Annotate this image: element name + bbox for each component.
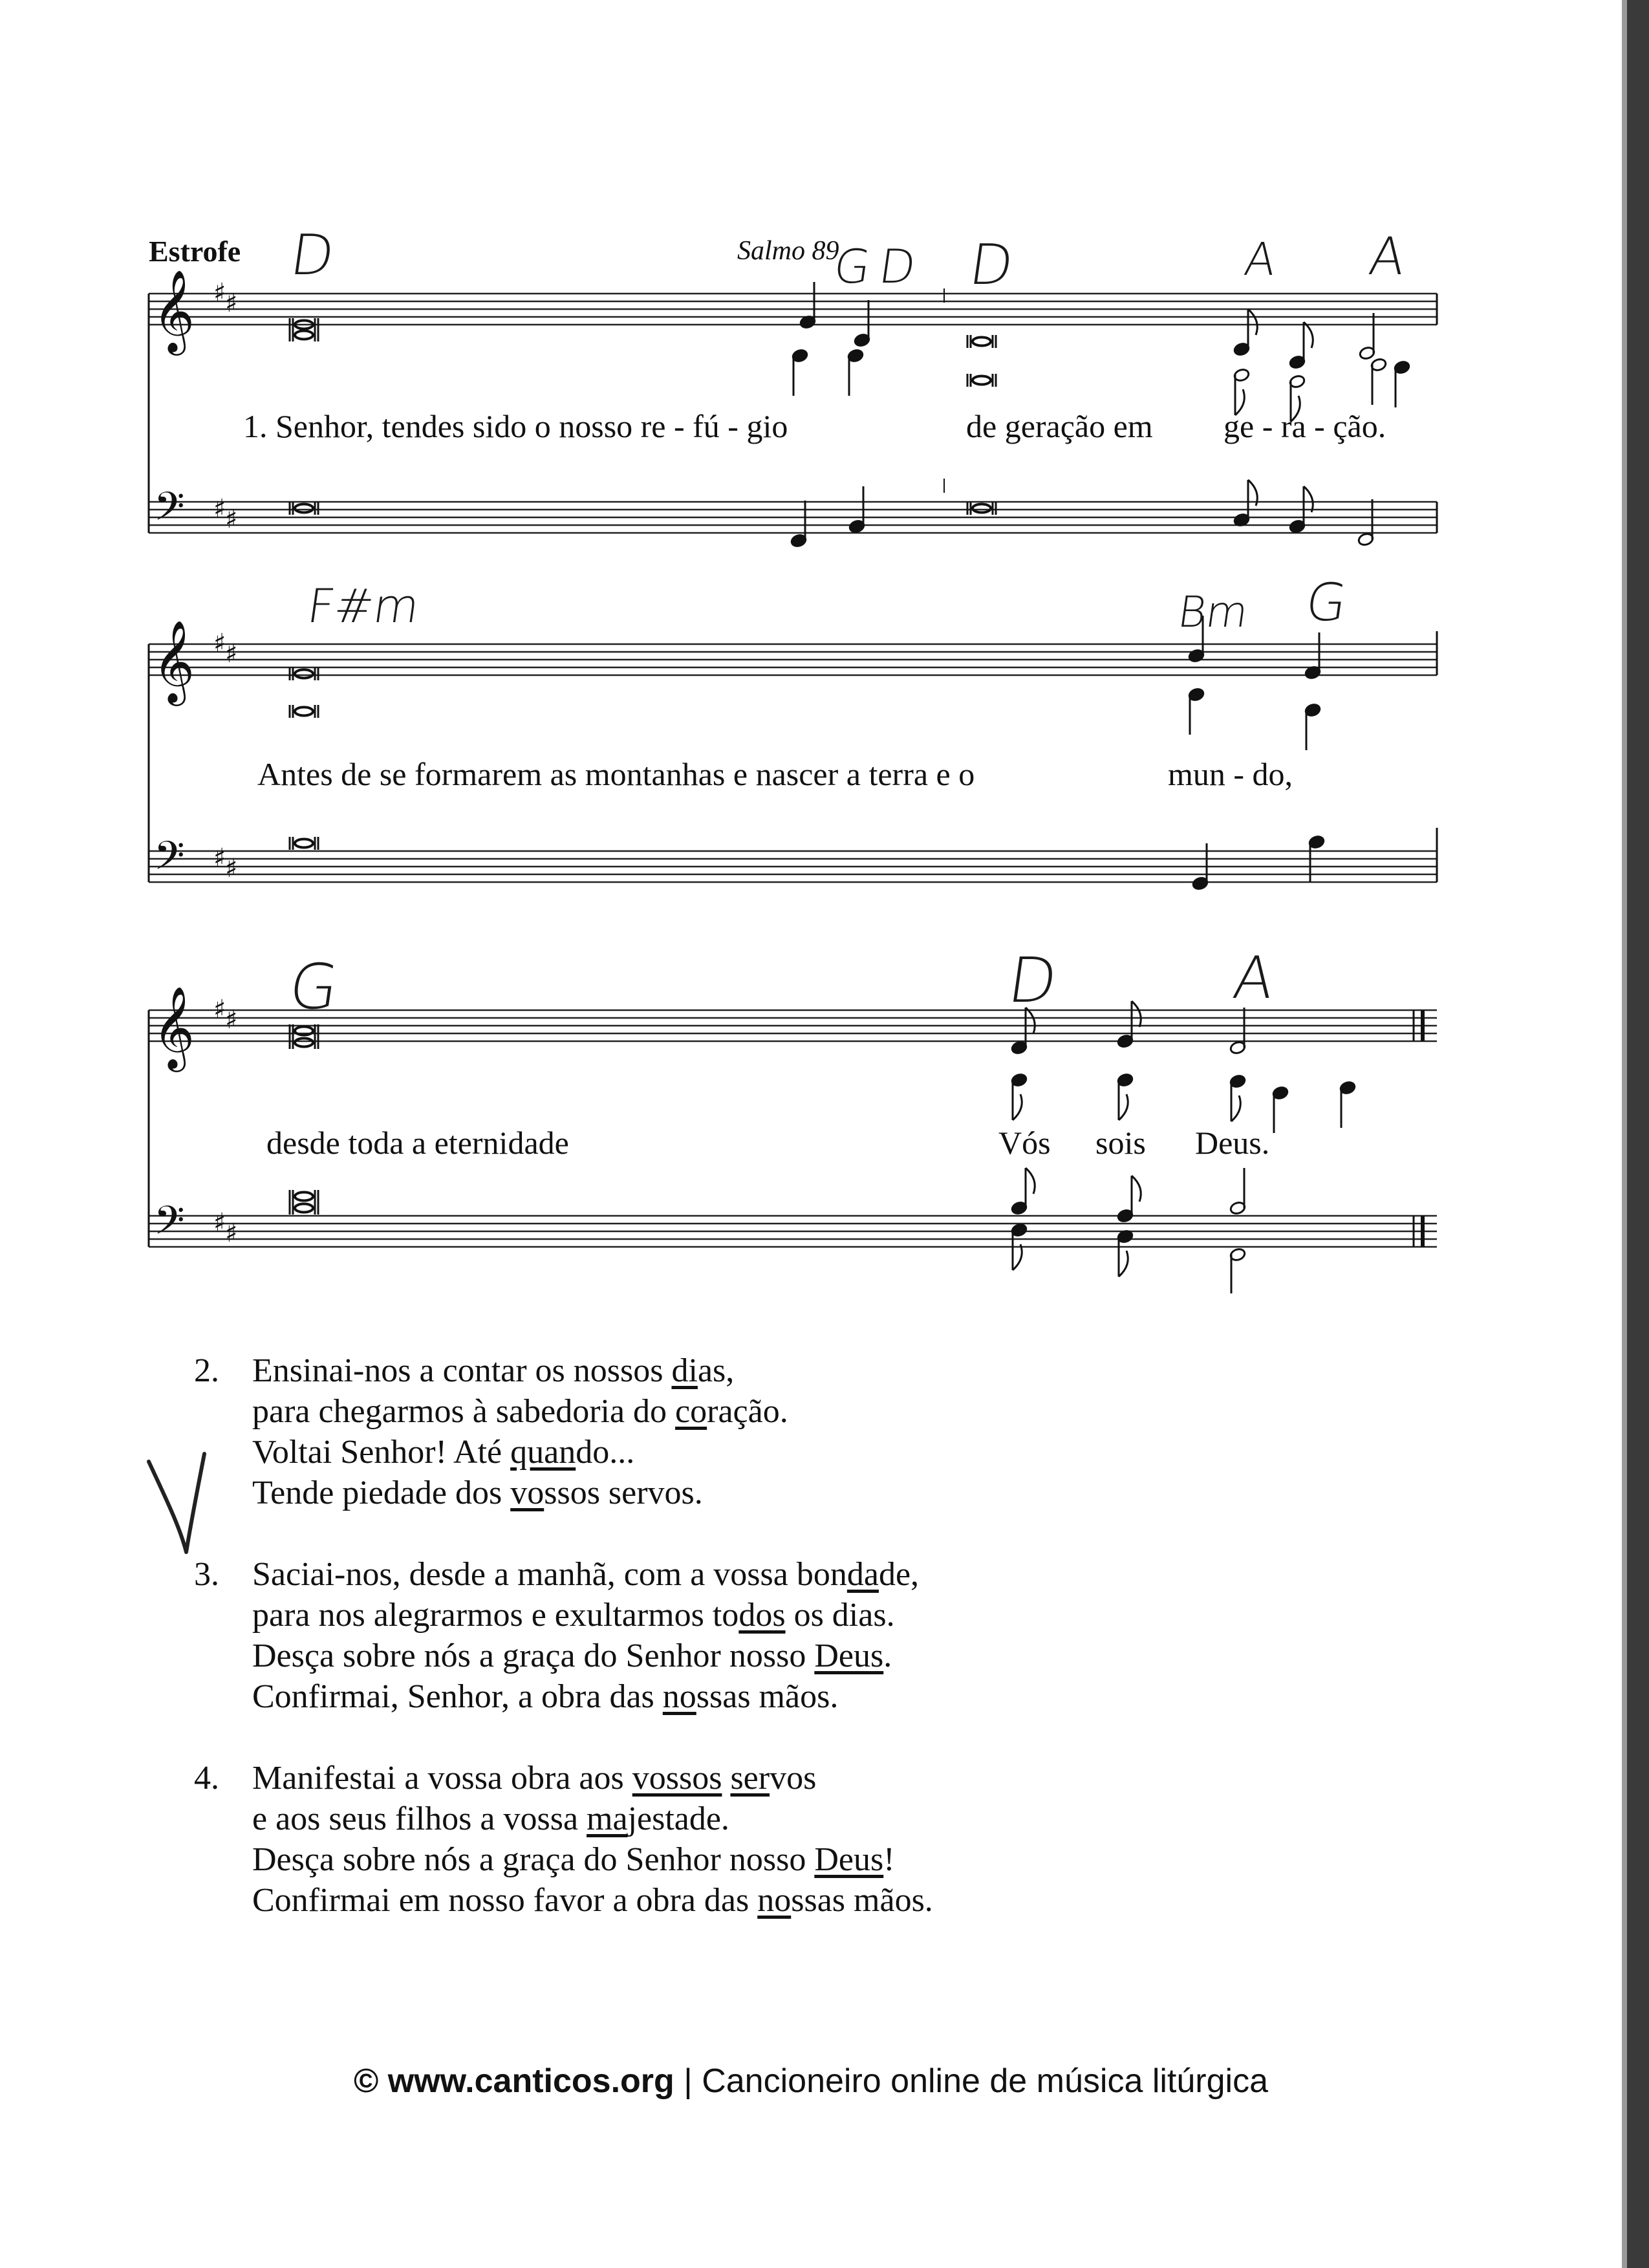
chord-symbol: D xyxy=(1004,944,1062,1017)
bass-clef-icon: 𝄢 xyxy=(154,833,185,889)
verse-line: Tende piedade dos vossos servos. xyxy=(252,1474,703,1511)
note-flag xyxy=(1304,486,1313,512)
scan-page-edge-shadow xyxy=(1622,0,1627,2268)
verse-number: 4. xyxy=(194,1760,219,1797)
lyric-word: sois xyxy=(1095,1125,1146,1161)
note-flag xyxy=(1304,322,1313,348)
note-flag xyxy=(1132,1001,1141,1027)
verse-line: para nos alegrarmos e exultarmos todos os dias. xyxy=(252,1597,895,1634)
key-sharp-icon: ♯ xyxy=(213,995,226,1024)
breve-note xyxy=(973,338,991,346)
treble-clef-icon: 𝄞 xyxy=(153,620,195,702)
treble-clef-icon: 𝄞 xyxy=(153,269,195,352)
verse-line: Confirmai, Senhor, a obra das nossas mãos. xyxy=(252,1678,839,1715)
note-flag xyxy=(1013,1244,1022,1270)
bass-clef-icon: 𝄢 xyxy=(154,484,185,539)
key-sharp-icon: ♯ xyxy=(213,278,226,308)
bass-clef-icon: 𝄢 xyxy=(154,1198,185,1253)
note-flag xyxy=(1231,1096,1240,1121)
key-sharp-icon: ♯ xyxy=(213,843,226,873)
verses xyxy=(194,1350,933,1961)
key-sharp-icon: ♯ xyxy=(225,1005,238,1035)
chord-symbol: F#m xyxy=(304,579,423,633)
chord-symbol: A xyxy=(1229,944,1278,1012)
note-flag xyxy=(1119,1251,1128,1277)
chord-symbol: D xyxy=(965,233,1018,297)
footer xyxy=(0,2062,1622,2101)
verse-line: Ensinai-nos a contar os nossos dias, xyxy=(252,1352,735,1389)
breve-note xyxy=(973,504,991,513)
key-sharp-icon: ♯ xyxy=(225,504,238,534)
breve-note xyxy=(295,331,313,340)
verse-line: Confirmai em nosso favor a obra das nossas mãos. xyxy=(252,1882,933,1919)
key-sharp-icon: ♯ xyxy=(225,854,238,883)
breve-note xyxy=(295,1193,313,1201)
breve-note xyxy=(295,1039,313,1047)
footer-separator: | xyxy=(674,2062,702,2100)
key-sharp-icon: ♯ xyxy=(225,639,238,669)
chord-symbol: D xyxy=(876,239,920,294)
verse-line: para chegarmos à sabedoria do coração. xyxy=(252,1393,788,1430)
note-flag xyxy=(1132,1176,1141,1202)
lyric-line: Antes de se formarem as montanhas e nascer a terra e o xyxy=(257,756,975,792)
verse-line: Saciai-nos, desde a manhã, com a vossa bondade, xyxy=(252,1556,920,1593)
verse-number: 2. xyxy=(194,1352,219,1389)
key-sharp-icon: ♯ xyxy=(225,288,238,318)
breve-note xyxy=(295,707,313,716)
chord-symbol: D xyxy=(286,223,339,288)
lyric-word: Vós xyxy=(998,1125,1051,1161)
lyric-line: de geração em xyxy=(966,408,1153,444)
lyric-line: desde toda a eternidade xyxy=(266,1125,569,1161)
chord-symbol: G xyxy=(285,951,343,1023)
key-sharp-icon: ♯ xyxy=(213,629,226,658)
note-flag xyxy=(1026,1168,1035,1194)
key-sharp-icon: ♯ xyxy=(213,1208,226,1238)
verse-number: 3. xyxy=(194,1556,219,1593)
chord-symbol: A xyxy=(1241,233,1280,286)
breve-note xyxy=(295,504,313,513)
treble-clef-icon: 𝄞 xyxy=(153,986,195,1068)
footer-copyright-link[interactable]: © www.canticos.org xyxy=(353,2062,674,2100)
breve-note xyxy=(973,376,991,385)
verse-3 xyxy=(194,1554,933,1717)
note-flag xyxy=(1013,1094,1022,1120)
breve-note xyxy=(295,1027,313,1035)
key-sharp-icon: ♯ xyxy=(225,1218,238,1248)
lyric-line: mun - do, xyxy=(1168,756,1293,792)
footer-tagline: Cancioneiro online de música litúrgica xyxy=(702,2062,1269,2100)
section-label: Estrofe xyxy=(149,235,241,268)
verse-line: e aos seus filhos a vossa majestade. xyxy=(252,1800,729,1837)
key-sharp-icon: ♯ xyxy=(213,494,226,524)
chord-symbol: Bm xyxy=(1174,587,1251,637)
verse-line: Voltai Senhor! Até quando... xyxy=(252,1434,635,1471)
verse-4 xyxy=(194,1758,933,1921)
verse-line: Desça sobre nós a graça do Senhor nosso Deus! xyxy=(252,1841,895,1878)
verse-line: Manifestai a vossa obra aos vossos servos xyxy=(252,1760,817,1797)
note-flag xyxy=(1248,309,1257,335)
psalm-label: Salmo 89 xyxy=(737,236,839,266)
chord-symbol: G xyxy=(830,239,874,294)
verse-2 xyxy=(194,1350,933,1513)
note-flag xyxy=(1119,1094,1128,1120)
scan-page-edge xyxy=(1627,0,1649,2268)
breve-note xyxy=(295,670,313,678)
chord-symbol: A xyxy=(1365,226,1410,286)
lyric-line: 1. Senhor, tendes sido o nosso re - fú - gio xyxy=(243,408,788,444)
breve-note xyxy=(295,1204,313,1213)
breve-note xyxy=(295,839,313,848)
chord-symbol: G xyxy=(1302,572,1351,632)
lyric-line: ge - ra - ção. xyxy=(1223,408,1386,444)
verse-line: Desça sobre nós a graça do Senhor nosso Deus. xyxy=(252,1637,892,1674)
lyric-word: Deus. xyxy=(1195,1125,1270,1161)
